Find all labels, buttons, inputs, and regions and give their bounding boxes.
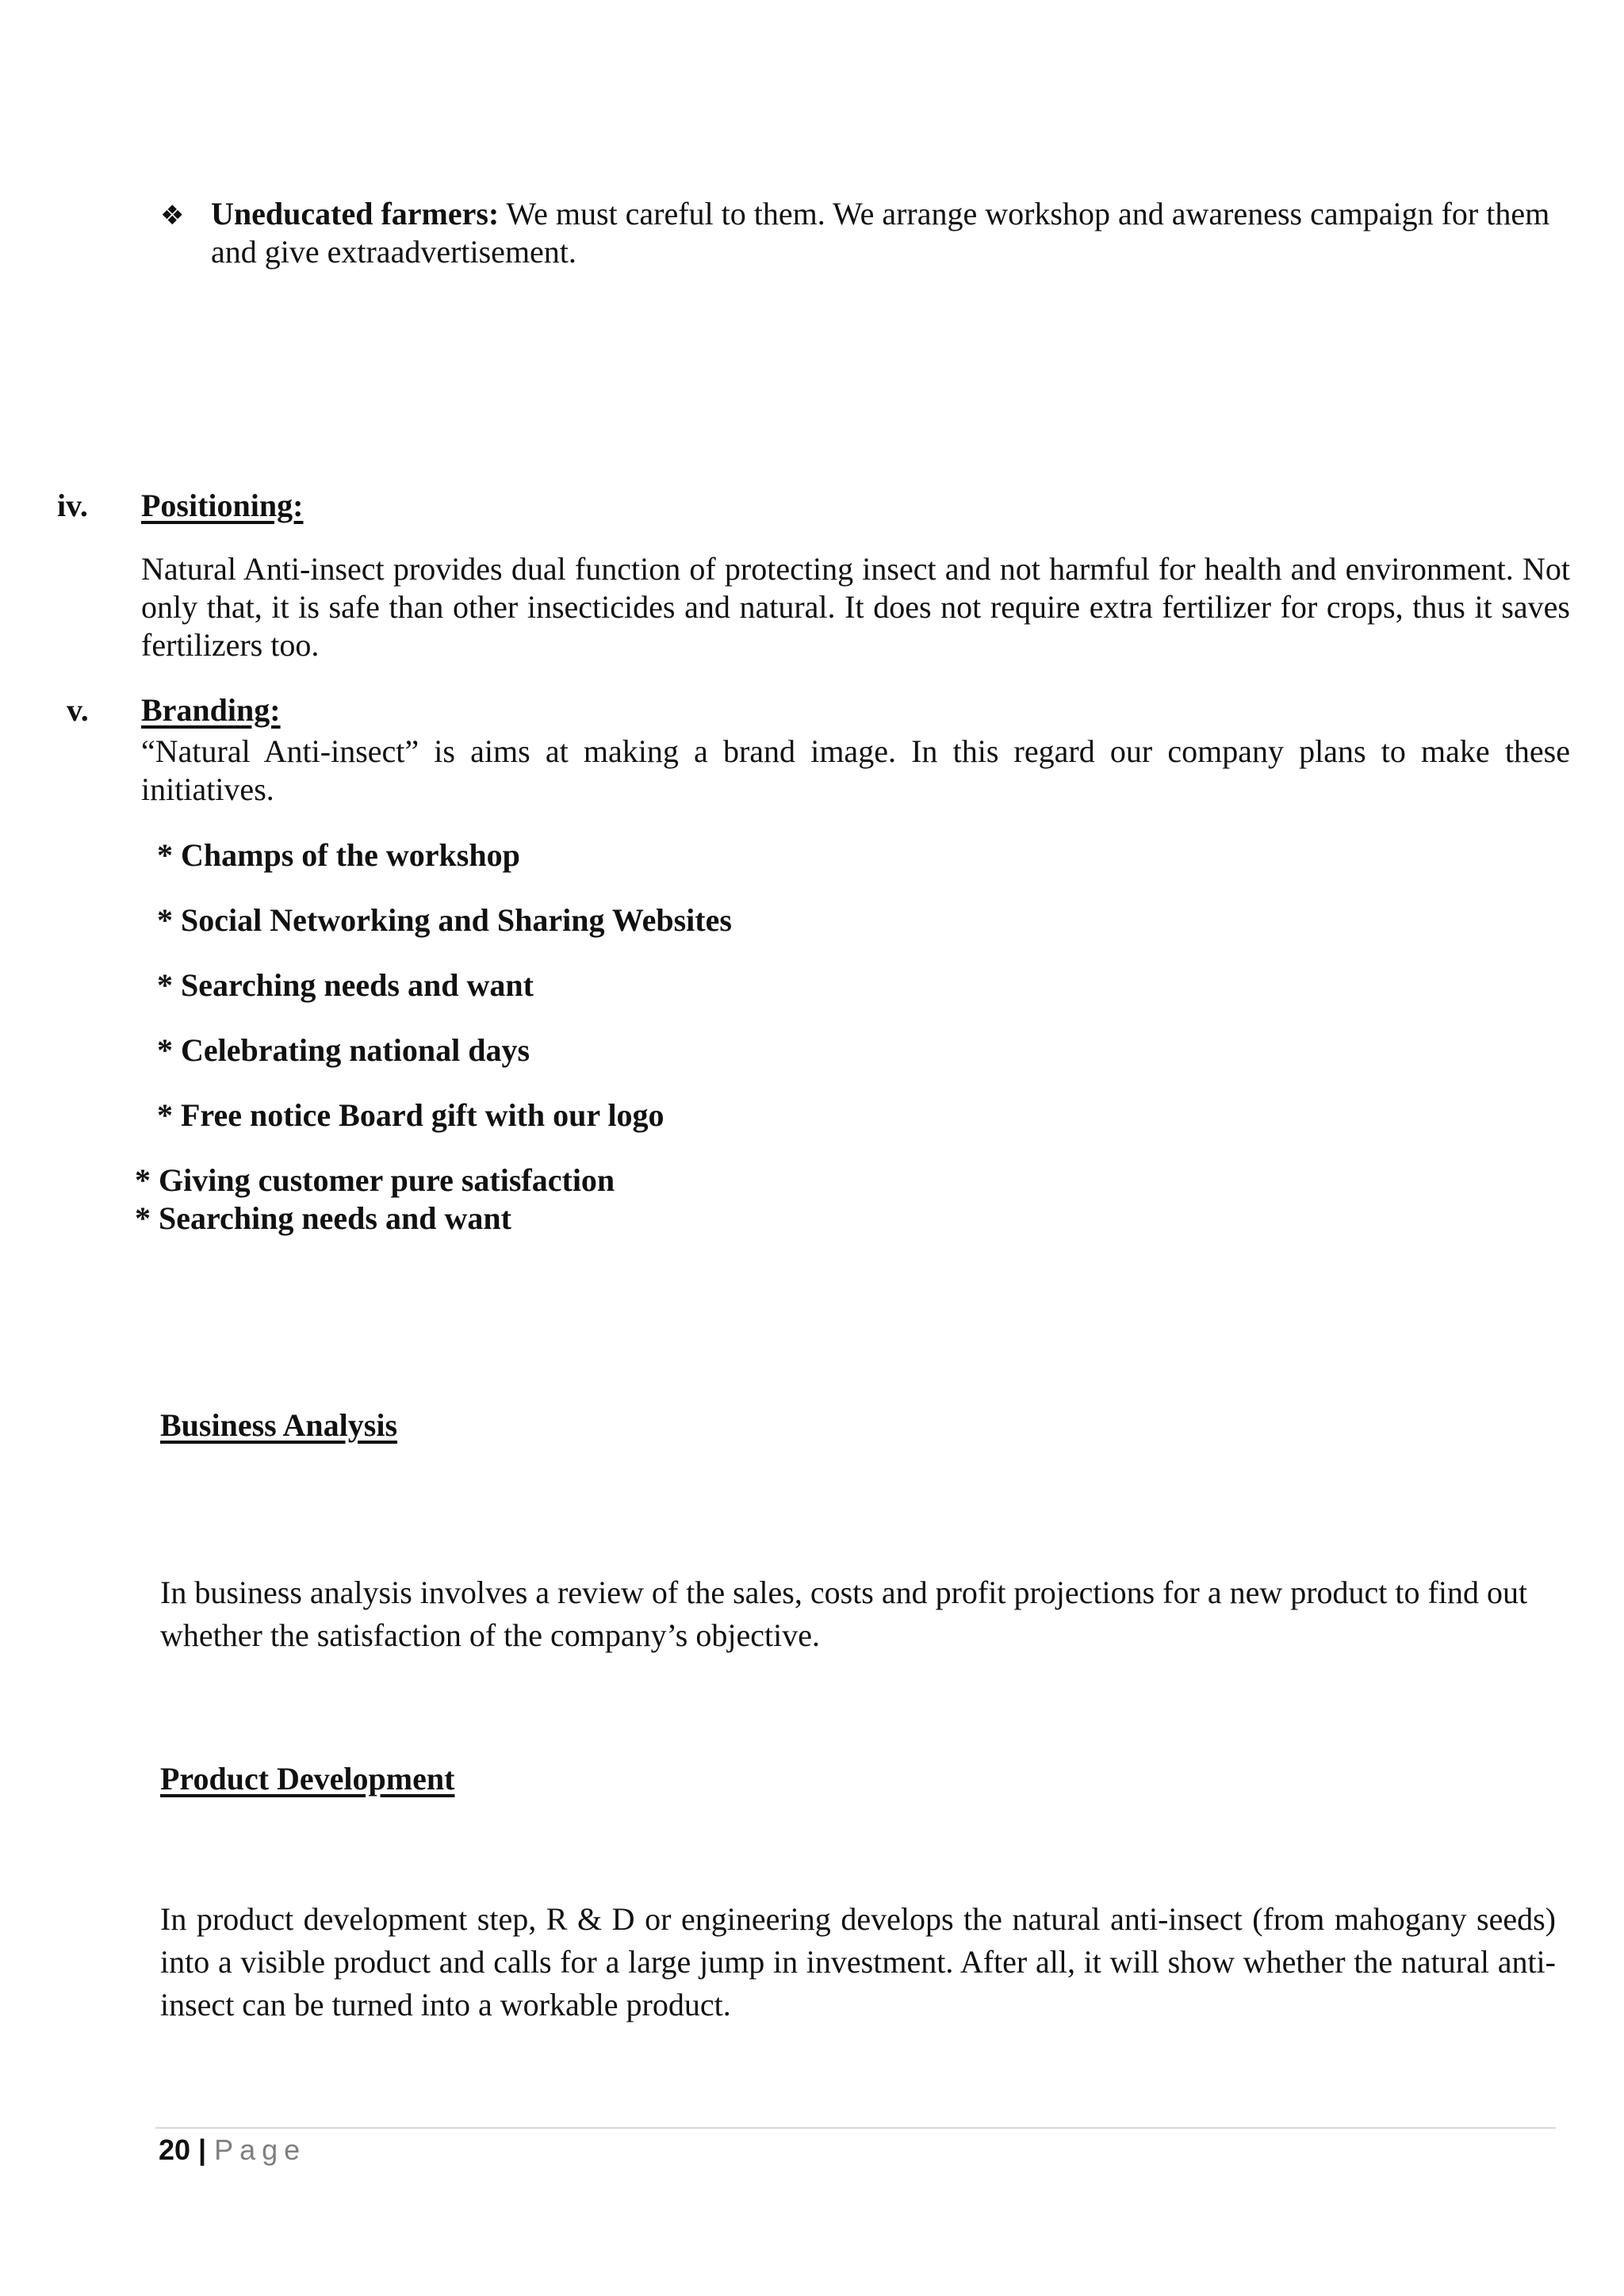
bullet-uneducated-farmers <box>211 195 1559 271</box>
page-number: 20 <box>159 2133 191 2166</box>
positioning-body: Natural Anti-insect provides dual function of protecting insect and not harmful for health and environment. Not only that, it is safe than other insecticides and natural. It does not require extra fertilizer for crops, thus it saves fertilizers too. <box>141 551 1570 663</box>
branding-heading: Branding: <box>141 692 281 728</box>
page-footer <box>159 2133 306 2168</box>
footer-divider <box>155 2127 1556 2129</box>
branding-item: * Searching needs and want <box>157 967 534 1003</box>
branding-item: * Social Networking and Sharing Websites <box>157 902 732 938</box>
product-development-heading: Product Development <box>160 1761 455 1797</box>
footer-separator: | <box>190 2133 215 2166</box>
branding-item: * Searching needs and want <box>135 1200 511 1236</box>
branding-item: * Celebrating national days <box>157 1032 530 1068</box>
branding-body: “Natural Anti-insect” is aims at making a brand image. In this regard our company plans to make these initiatives. <box>141 733 1570 807</box>
product-development-body: In product development step, R & D or engineering develops the natural anti-insect (from mahogany seeds) into a visible product and calls for a large jump in investment. After all, it will show whether the natural anti-insect can be turned into a workable product. <box>160 1901 1556 2022</box>
positioning-heading: Positioning: <box>141 488 304 523</box>
branding-item: * Champs of the workshop <box>157 837 520 873</box>
diamond-bullet-icon: ❖ <box>160 200 185 232</box>
business-analysis-body: In business analysis involves a review of the sales, costs and profit projections for a new product to find out whether the satisfaction of the company’s objective. <box>160 1575 1528 1653</box>
bullet-term: Uneducated farmers: <box>211 196 500 232</box>
section-numeral-iv: iv. <box>57 488 88 523</box>
branding-item: * Giving customer pure satisfaction <box>135 1162 615 1198</box>
business-analysis-heading: Business Analysis <box>160 1407 398 1443</box>
section-numeral-v: v. <box>67 692 89 728</box>
page-word: Page <box>214 2133 307 2166</box>
branding-item: * Free notice Board gift with our logo <box>157 1097 665 1133</box>
bullet-text: We must careful to them. We arrange workshop and awareness campaign for them and give extraadvertisement. <box>211 196 1550 270</box>
